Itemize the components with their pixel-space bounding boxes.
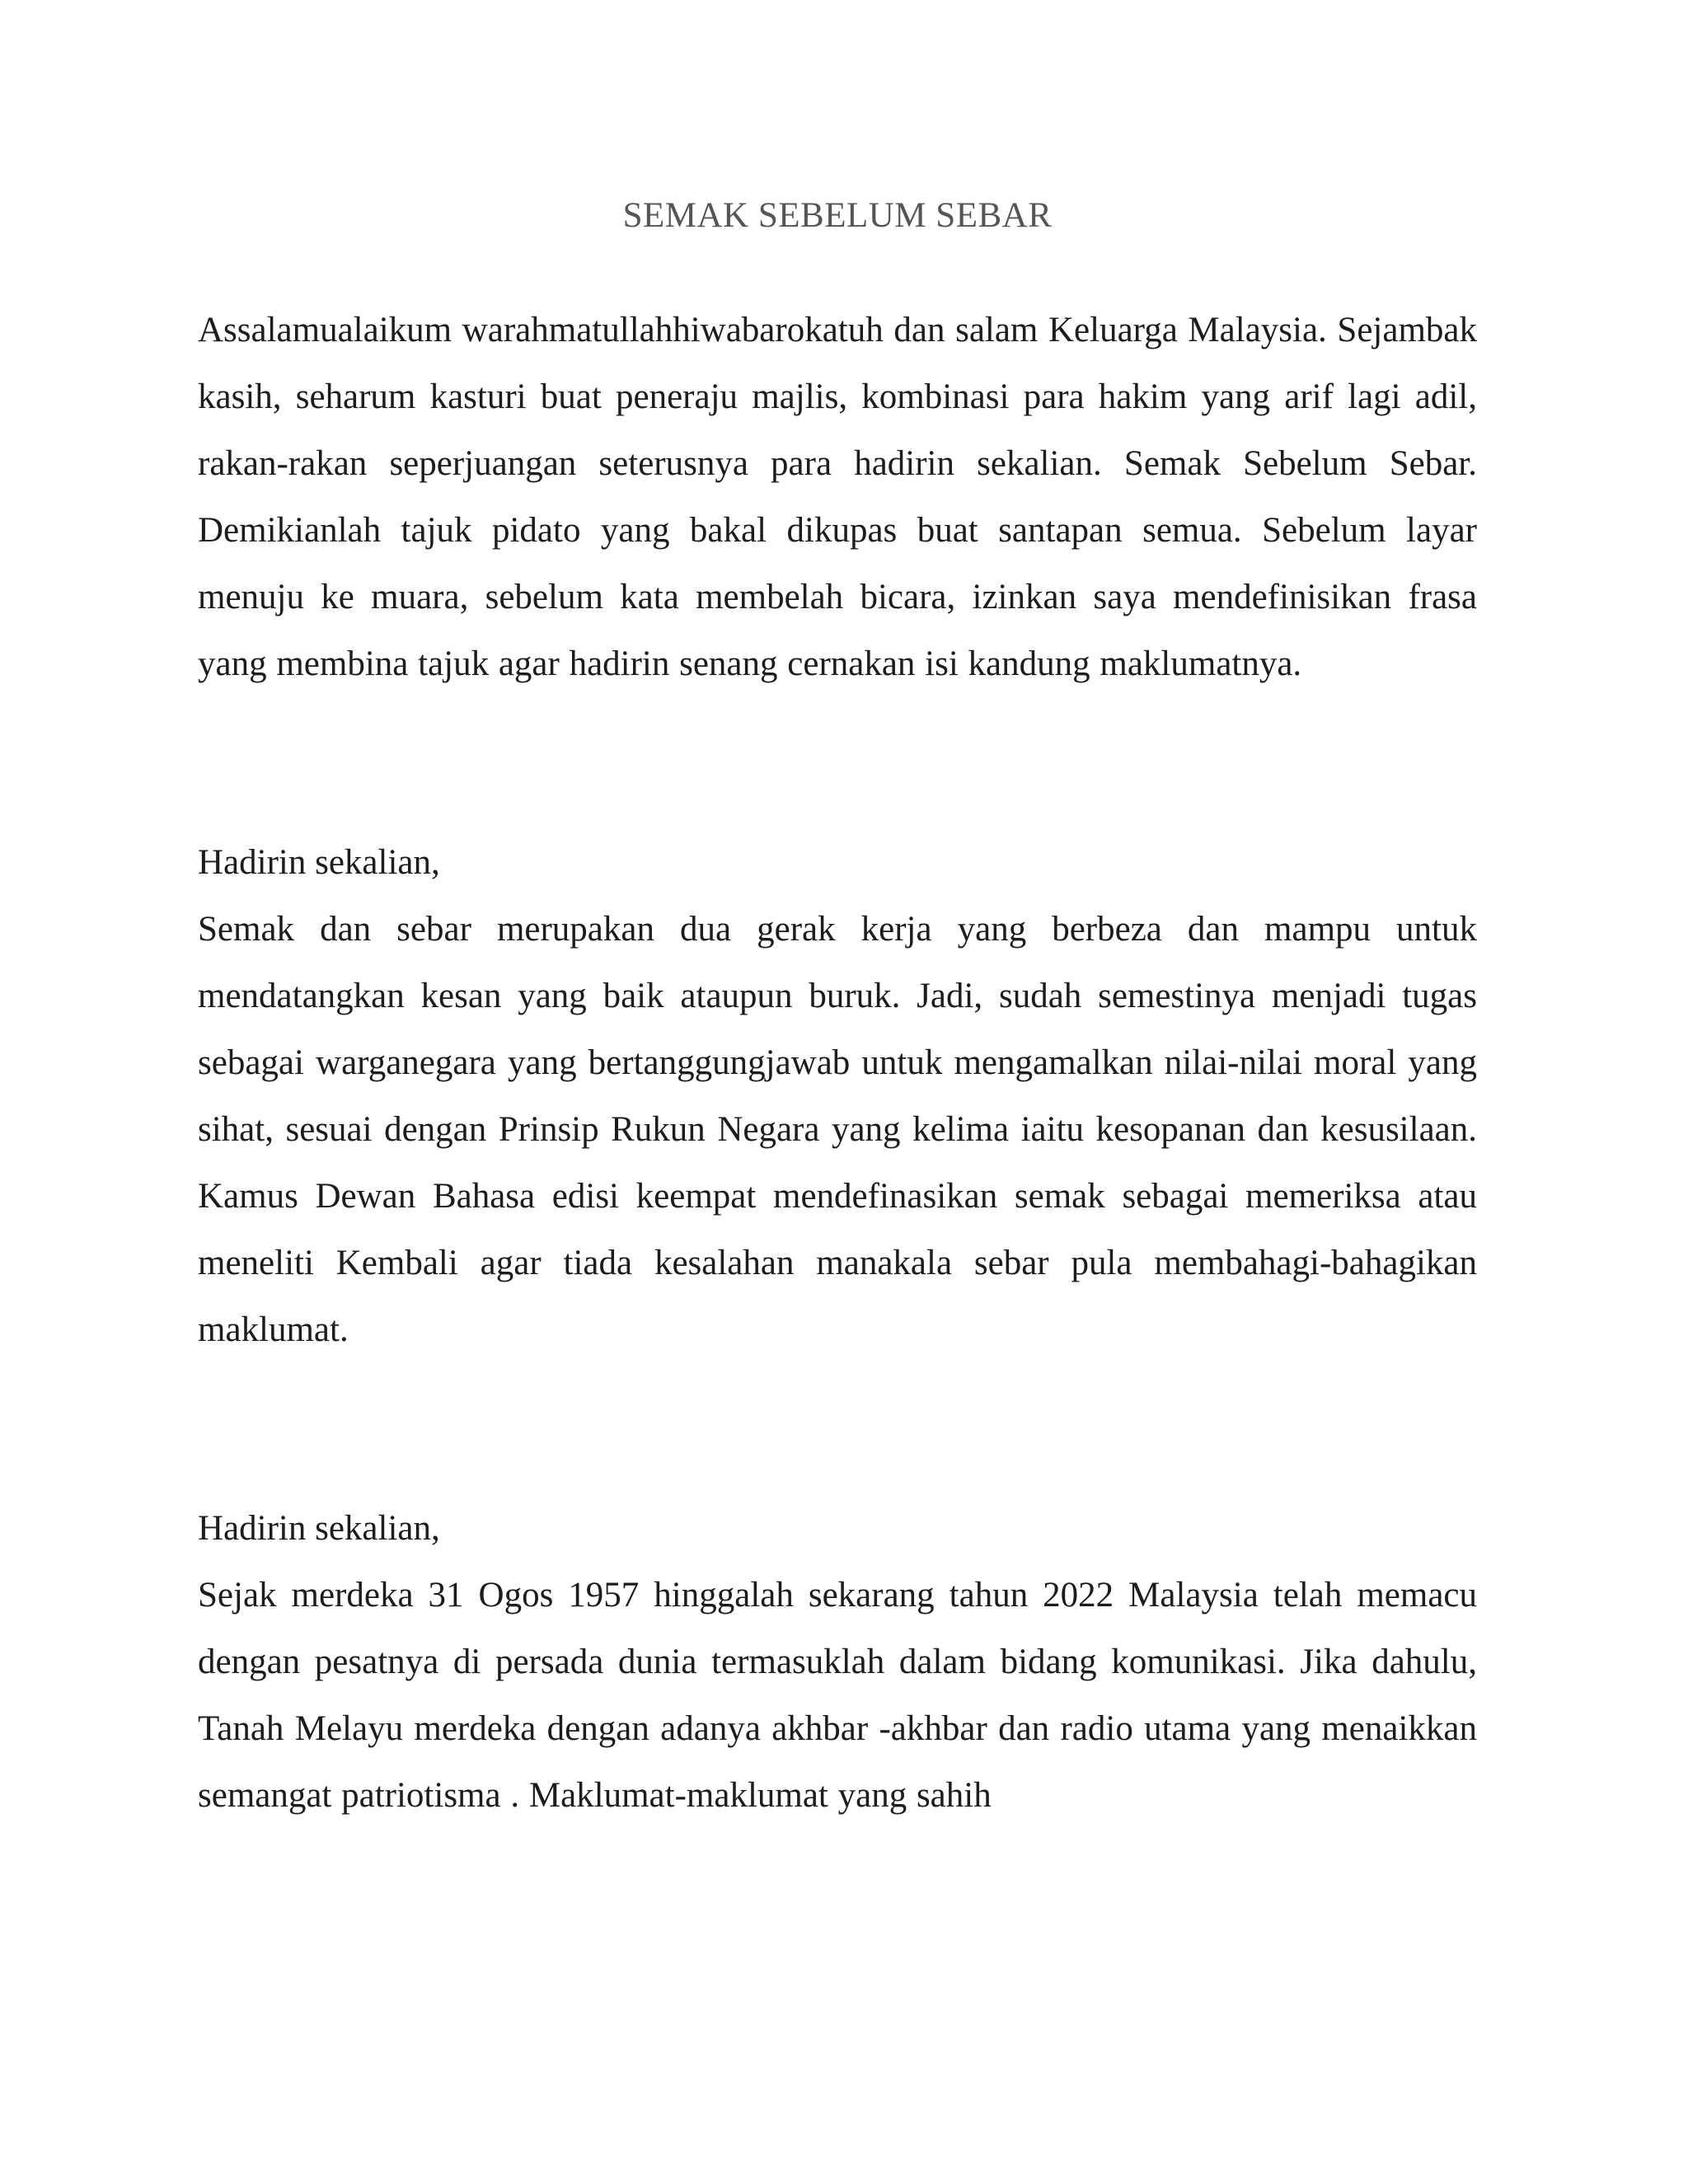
- salutation-heading: Hadirin sekalian,: [198, 843, 440, 882]
- paragraph-definition: Semak dan sebar merupakan dua gerak kerja yang berbeza dan mampu untuk mendatangkan kesan yang baik ataupun buruk. Jadi, sudah semestinya menjadi tugas sebagai warganegara yang bertanggungjawab untuk mengamalkan nilai-nilai moral yang sihat, sesuai dengan Prinsip Rukun Negara yang kelima iaitu kesopanan dan kesusilaan. Kamus Dewan Bahasa edisi keempat mendefinasikan semak sebagai memeriksa atau meneliti Kembali agar tiada kesalahan manakala sebar pula membahagi-bahagikan maklumat.: [198, 910, 1477, 1349]
- paragraph-history: Sejak merdeka 31 Ogos 1957 hinggalah sekarang tahun 2022 Malaysia telah memacu dengan pesatnya di persada dunia termasuklah dalam bidang komunikasi. Jika dahulu, Tanah Melayu merdeka dengan adanya akhbar -akhbar dan radio utama yang menaikkan semangat patriotisma . Maklumat-maklumat yang sahih: [198, 1576, 1477, 1815]
- salutation-heading: Hadirin sekalian,: [198, 1509, 440, 1548]
- document-body: [198, 191, 1477, 1829]
- paragraph-opening: Assalamualaikum warahmatullahhiwabarokatuh dan salam Keluarga Malaysia. Sejambak kasih, seharum kasturi buat peneraju majlis, kombinasi para hakim yang arif lagi adil, rakan-rakan seperjuangan seterusnya para hadirin sekalian. Semak Sebelum Sebar. Demikianlah tajuk pidato yang bakal dikupas buat santapan semua. Sebelum layar menuju ke muara, sebelum kata membelah bicara, izinkan saya mendefinisikan frasa yang membina tajuk agar hadirin senang cernakan isi kandung maklumatnya.: [198, 311, 1477, 683]
- document-title: SEMAK SEBELUM SEBAR: [622, 196, 1053, 235]
